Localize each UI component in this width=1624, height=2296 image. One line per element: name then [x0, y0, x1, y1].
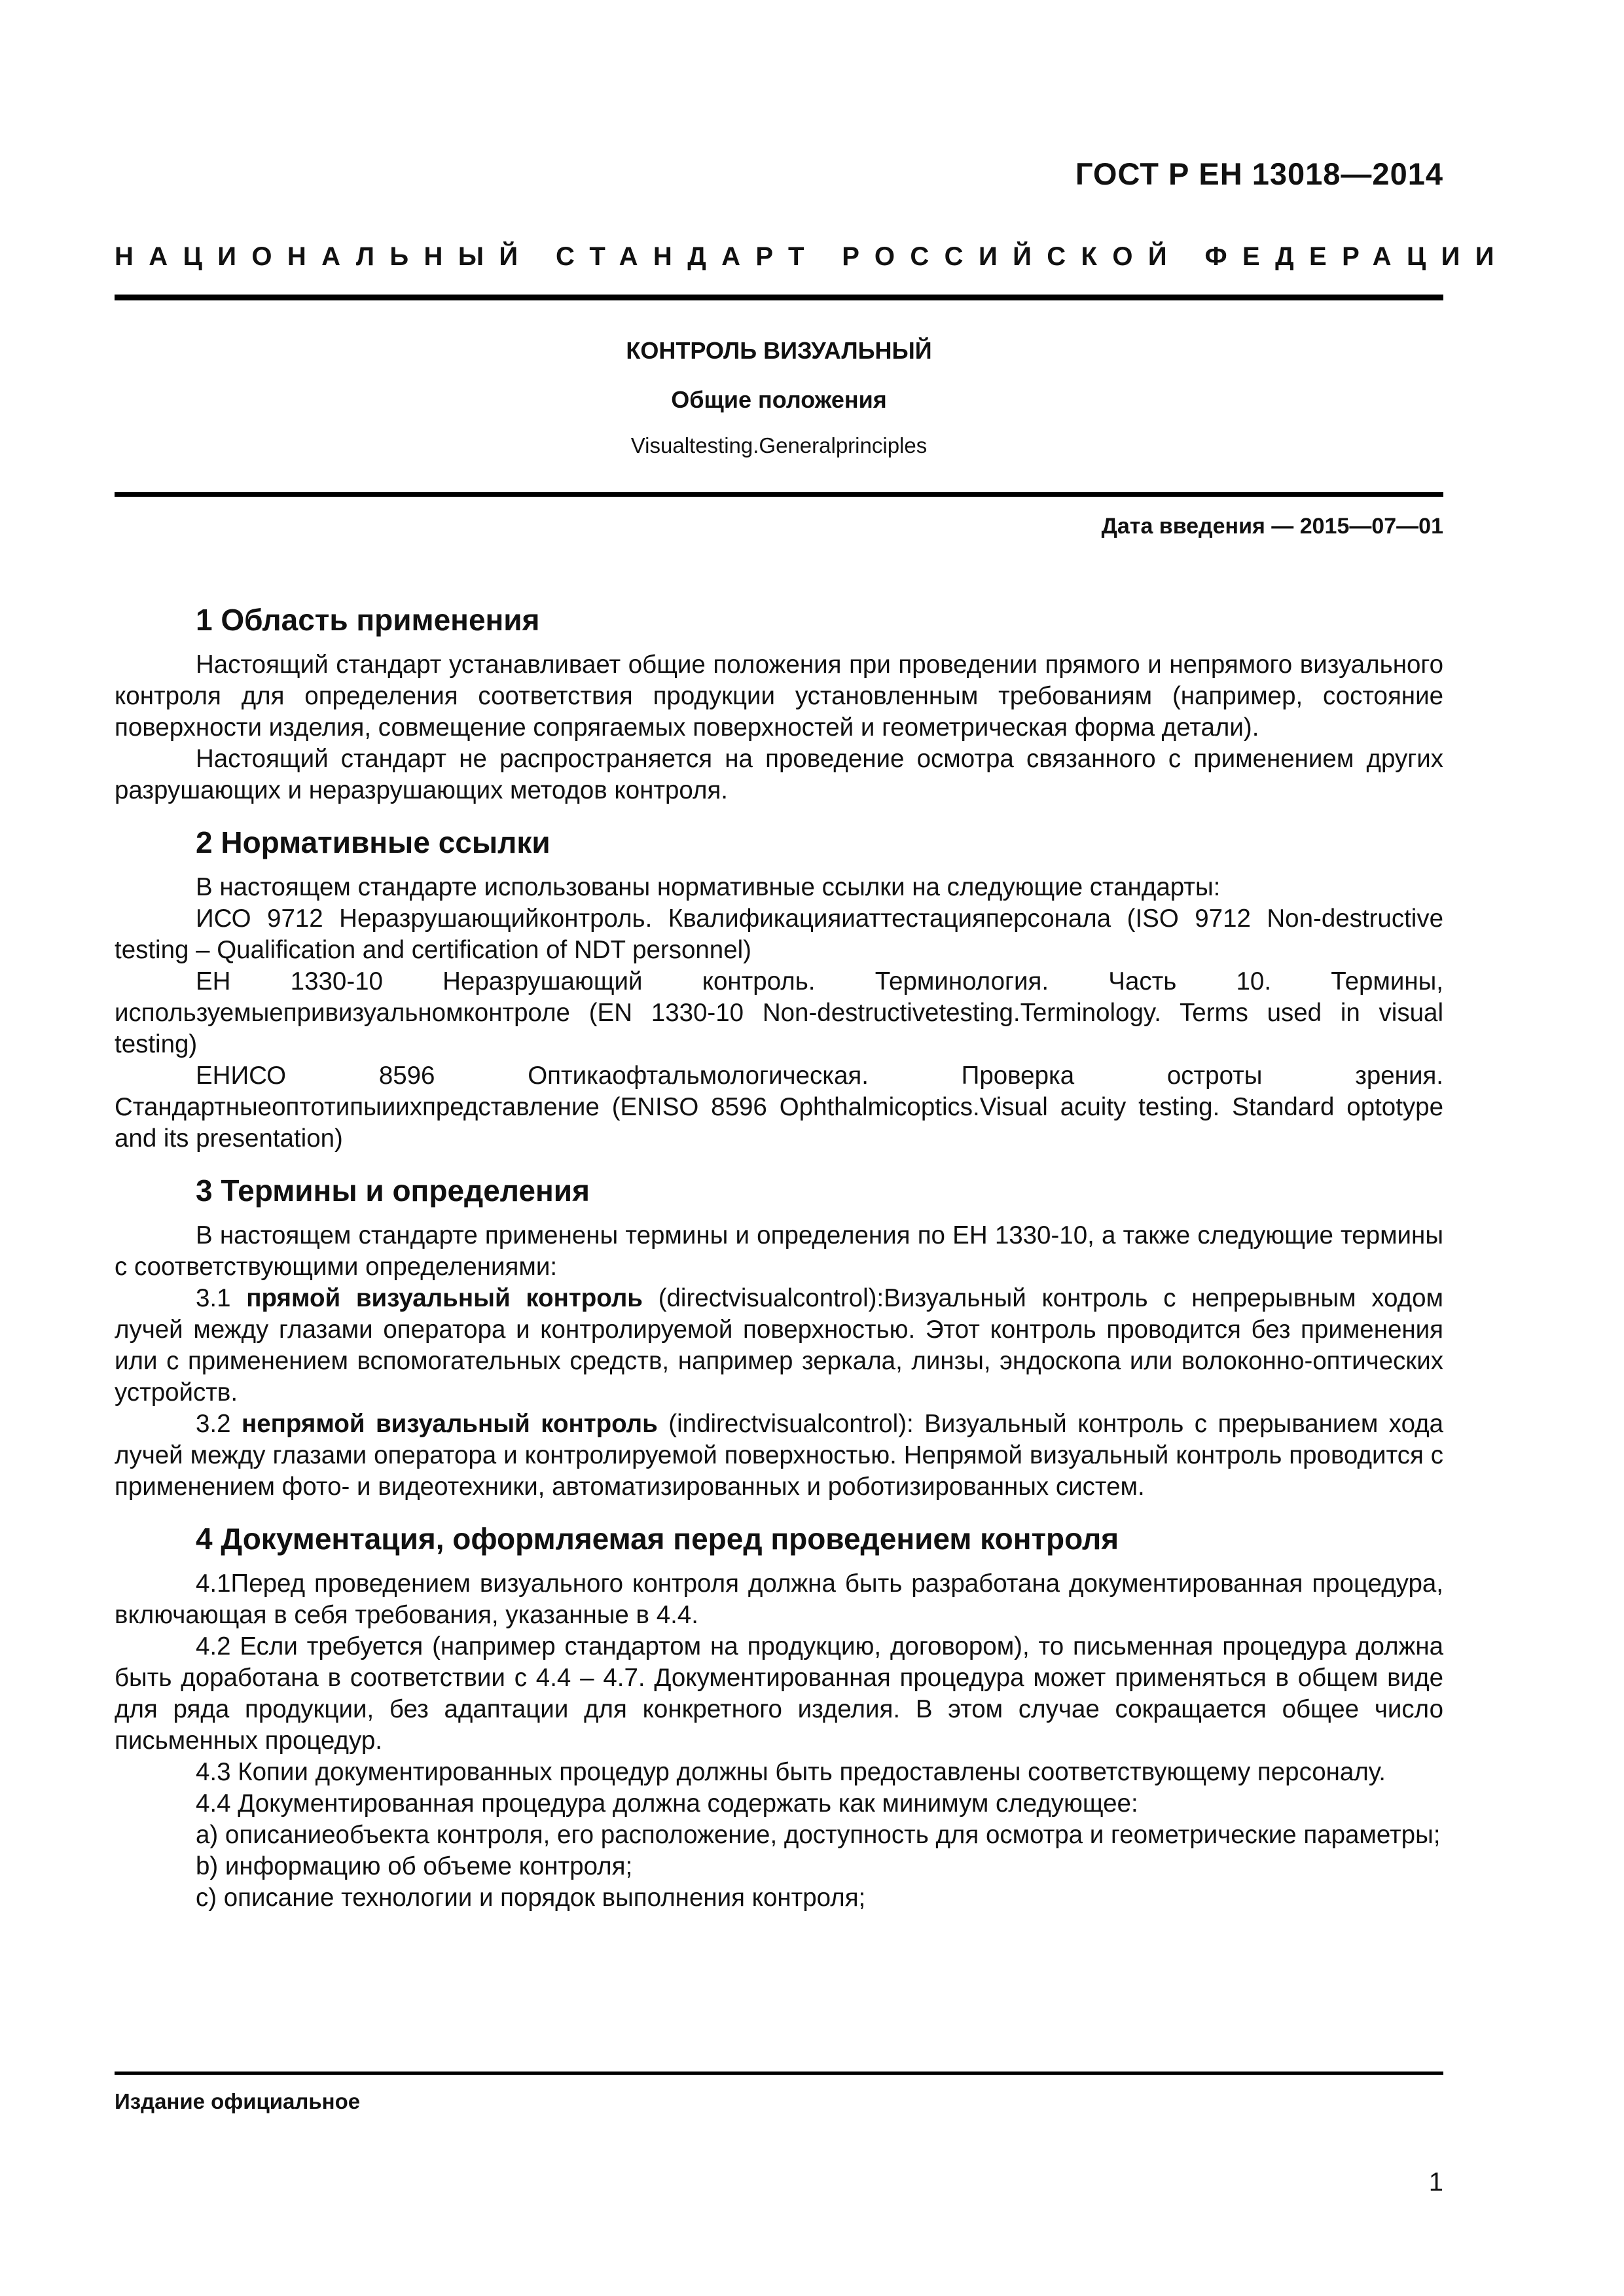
- term-3-2: [115, 1408, 1443, 1503]
- clause-4-1: 4.1Перед проведением визуального контроля должна быть разработана документированная процедура, включающая в себя требования, указанные в 4.4.: [115, 1570, 1443, 1629]
- term-3-1-name: прямой визуальный контроль: [246, 1284, 643, 1312]
- document-english-title: Visualtesting.Generalprinciples: [630, 433, 928, 457]
- national-standard-banner: НАЦИОНАЛЬНЫЙ СТАНДАРТ РОССИЙСКОЙ ФЕДЕРАЦИИ: [115, 242, 1509, 271]
- title-divider: [115, 492, 1443, 497]
- official-edition-note: Издание официальное: [115, 2089, 361, 2113]
- clause-4-4-item-b: b) информацию об объеме контроля;: [196, 1852, 633, 1880]
- section-2-heading: 2 Нормативные ссылки: [196, 825, 550, 859]
- page-number: 1: [1428, 2168, 1443, 2197]
- reference-eniso-8596: ЕНИСО 8596 Оптикаофтальмологическая. Проверка остроты зрения. Стандартныеоптотипыиихпредставление (ENISO 8596 Ophthalmicoptics.Visual acuity testing. Standard optotype and its presentation): [115, 1062, 1443, 1153]
- section-3-heading: 3 Термины и определения: [196, 1174, 590, 1208]
- term-3-2-definition: (indirectvisualcontrol): Визуальный контроль с прерыванием хода лучей между глазами оператора и контролируемой поверхностью. Непрямой визуальный контроль проводится с применением фото- и видеотехники, автоматизированных и роботизированных систем.: [115, 1410, 1444, 1501]
- top-divider: [115, 295, 1443, 300]
- term-3-1-number: 3.1: [196, 1284, 231, 1312]
- clause-4-4-item-a: а) описаниеобъекта контроля, его расположение, доступность для осмотра и геометрические параметры;: [196, 1821, 1441, 1849]
- section-4-heading: 4 Документация, оформляемая перед проведением контроля: [196, 1522, 1119, 1556]
- clause-4-2: 4.2 Если требуется (например стандартом на продукцию, договором), то письменная процедура должна быть доработана в соответствии с 4.4 – 4.7. Документированная процедура может применяться в общем виде для ряда продукции, без адаптации для конкретного изделия. В этом случае сокращается общее число письменных процедур.: [115, 1632, 1443, 1755]
- section-1-paragraph-1: Настоящий стандарт устанавливает общие положения при проведении прямого и непрямого визуального контроля для определения соответствия продукции установленным требованиям (например, состояние поверхности изделия, совмещение сопрягаемых поверхностей и геометрическая форма детали).: [115, 651, 1443, 742]
- clause-4-3: 4.3 Копии документированных процедур должны быть предоставлены соответствующему персоналу.: [196, 1758, 1386, 1786]
- term-3-2-number: 3.2: [196, 1410, 231, 1438]
- document-title: КОНТРОЛЬ ВИЗУАЛЬНЫЙ: [626, 337, 932, 364]
- reference-iso-9712: ИСО 9712 Неразрушающийконтроль. Квалификацияиаттестацияперсонала (ISO 9712 Non-destructive testing – Qualification and certification of NDT personnel): [115, 905, 1443, 964]
- document-body: [115, 601, 1443, 1914]
- document-subtitle: Общие положения: [671, 386, 887, 413]
- introduction-date: Дата введения — 2015—07—01: [1101, 514, 1443, 539]
- document-code: ГОСТ Р ЕН 13018—2014: [1075, 156, 1443, 191]
- reference-en-1330-10: ЕН 1330-10 Неразрушающий контроль. Терминология. Часть 10. Термины, используемыепривизуальномконтроле (EN 1330-10 Non-destructivetesting.Terminology. Terms used in visual testing): [115, 967, 1443, 1058]
- term-3-1-definition: (directvisualcontrol):Визуальный контроль с непрерывным ходом лучей между глазами оператора и контролируемой поверхностью. Этот контроль проводится без применения или с применением вспомогательных средств, например зеркала, линзы, эндоскопа или волоконно-оптических устройств.: [115, 1284, 1444, 1407]
- footer-divider: [115, 2072, 1443, 2075]
- section-2-paragraph-1: В настоящем стандарте использованы нормативные ссылки на следующие стандарты:: [196, 873, 1221, 901]
- section-1-heading: 1 Область применения: [196, 603, 540, 637]
- clause-4-4: 4.4 Документированная процедура должна содержать как минимум следующее:: [196, 1789, 1138, 1818]
- clause-4-4-item-c: с) описание технологии и порядок выполнения контроля;: [196, 1884, 866, 1912]
- term-3-1: [115, 1283, 1443, 1408]
- section-3-paragraph-1: В настоящем стандарте применены термины и определения по ЕН 1330-10, а также следующие термины с соответствующими определениями:: [115, 1221, 1443, 1281]
- section-1-paragraph-2: Настоящий стандарт не распространяется на проведение осмотра связанного с применением других разрушающих и неразрушающих методов контроля.: [115, 745, 1443, 804]
- document-page: [115, 0, 1509, 2296]
- term-3-2-name: непрямой визуальный контроль: [242, 1410, 658, 1438]
